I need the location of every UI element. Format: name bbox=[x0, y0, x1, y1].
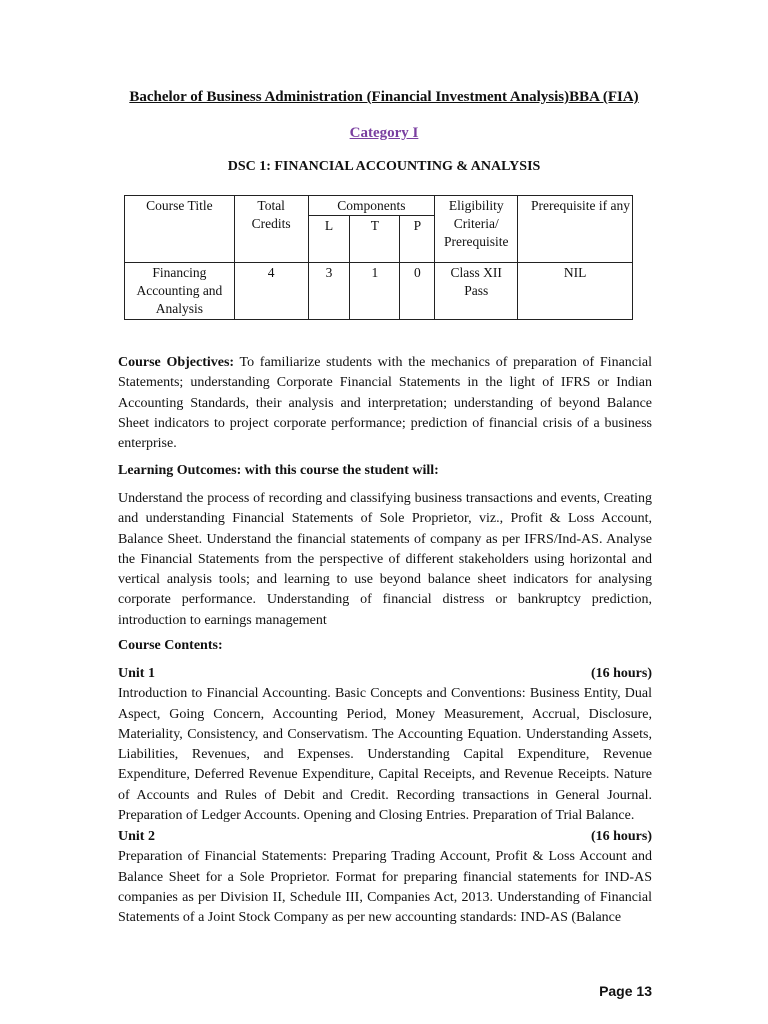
unit-1-section bbox=[118, 664, 652, 826]
category-heading: Category I bbox=[349, 125, 419, 141]
table-header-row bbox=[125, 196, 633, 216]
objectives-label: Course Objectives: bbox=[118, 355, 235, 370]
cell-credits: 4 bbox=[234, 263, 308, 320]
course-details-table bbox=[124, 195, 633, 320]
unit-2-title: Unit 2 bbox=[118, 829, 155, 844]
header-p: P bbox=[400, 216, 435, 263]
header-l: L bbox=[308, 216, 350, 263]
course-objectives bbox=[118, 353, 652, 454]
unit-2-text: Preparation of Financial Statements: Preparing Trading Account, Profit & Loss Account and Balance Sheet for a Sole Proprietor. Format for preparing financial statements for IND-AS companies as per Division II, Schedule III, Companies Act, 2013. Understanding of Financial Statements of a Joint Stock Company as per new accounting standards: IND-AS (Balance bbox=[118, 849, 652, 926]
header-total-credits: Total Credits bbox=[234, 196, 308, 263]
cell-prerequisite: NIL bbox=[518, 263, 633, 320]
cell-l: 3 bbox=[308, 263, 350, 320]
cell-eligibility: Class XII Pass bbox=[435, 263, 518, 320]
header-eligibility: Eligibility Criteria/ Prerequisite bbox=[435, 196, 518, 263]
unit-1-text: Introduction to Financial Accounting. Basic Concepts and Conventions: Business Entity, Dual Aspect, Going Concern, Accounting Period, Money Measurement, Accrual, Disclosure, Materiality, Consistency, and Conservatism. The Accounting Equation. Understanding Assets, Liabilities, Revenues, and Expenses. Understanding Capital Expenditure, Revenue Expenditure, Deferred Revenue Expenditure, Capital Receipts, and Revenue Receipts. Nature of Accounts and Rules of Debit and Credit. Recording transactions in General Journal. Preparation of Ledger Accounts. Opening and Closing Entries. Preparation of Trial Balance. bbox=[118, 686, 652, 824]
header-t: T bbox=[350, 216, 400, 263]
unit-1-hours: (16 hours) bbox=[590, 666, 652, 681]
cell-t: 1 bbox=[350, 263, 400, 320]
learning-outcomes-text: Understand the process of recording and classifying business transactions and events, Creating and understanding Financial Statements of Sole Proprietor, viz., Profit & Loss Account, Balance Sheet. Understand the financial statements of company as per IFRS/Ind-AS. Analyse the Financial Statements from the perspective of different stakeholders using horizontal and vertical analysis tools; and learning to use beyond balance sheet indicators for analysing corporate performance. Understanding of financial distress or bankruptcy prediction, introduction to earnings management bbox=[118, 491, 652, 628]
unit-2-section bbox=[118, 827, 652, 928]
course-contents-heading: Course Contents: bbox=[118, 638, 223, 653]
cell-course-title: Financing Accounting and Analysis bbox=[125, 263, 235, 320]
learning-outcomes-heading: Learning Outcomes: with this course the student will: bbox=[118, 463, 439, 478]
header-components: Components bbox=[308, 196, 435, 216]
objectives-text: To familiarize students with the mechanics of preparation of Financial Statements; understanding Corporate Financial Statements in the light of IFRS or Indian Accounting Standards, their analysis and interpretation; understanding of beyond Balance Sheet indicators to project corporate performance; prediction of financial crisis of a business enterprise. bbox=[118, 355, 652, 452]
header-prerequisite: Prerequisite if any bbox=[518, 196, 633, 263]
table-row bbox=[125, 263, 633, 320]
program-title: Bachelor of Business Administration (Financial Investment Analysis)BBA (FIA) bbox=[129, 89, 639, 105]
cell-p: 0 bbox=[400, 263, 435, 320]
unit-1-title: Unit 1 bbox=[118, 666, 155, 681]
unit-1-header bbox=[118, 664, 652, 684]
page-number: Page 13 bbox=[599, 983, 652, 999]
course-title-heading: DSC 1: FINANCIAL ACCOUNTING & ANALYSIS bbox=[227, 159, 541, 174]
header-course-title: Course Title bbox=[125, 196, 235, 263]
unit-2-header bbox=[118, 827, 652, 847]
unit-2-hours: (16 hours) bbox=[590, 829, 652, 844]
